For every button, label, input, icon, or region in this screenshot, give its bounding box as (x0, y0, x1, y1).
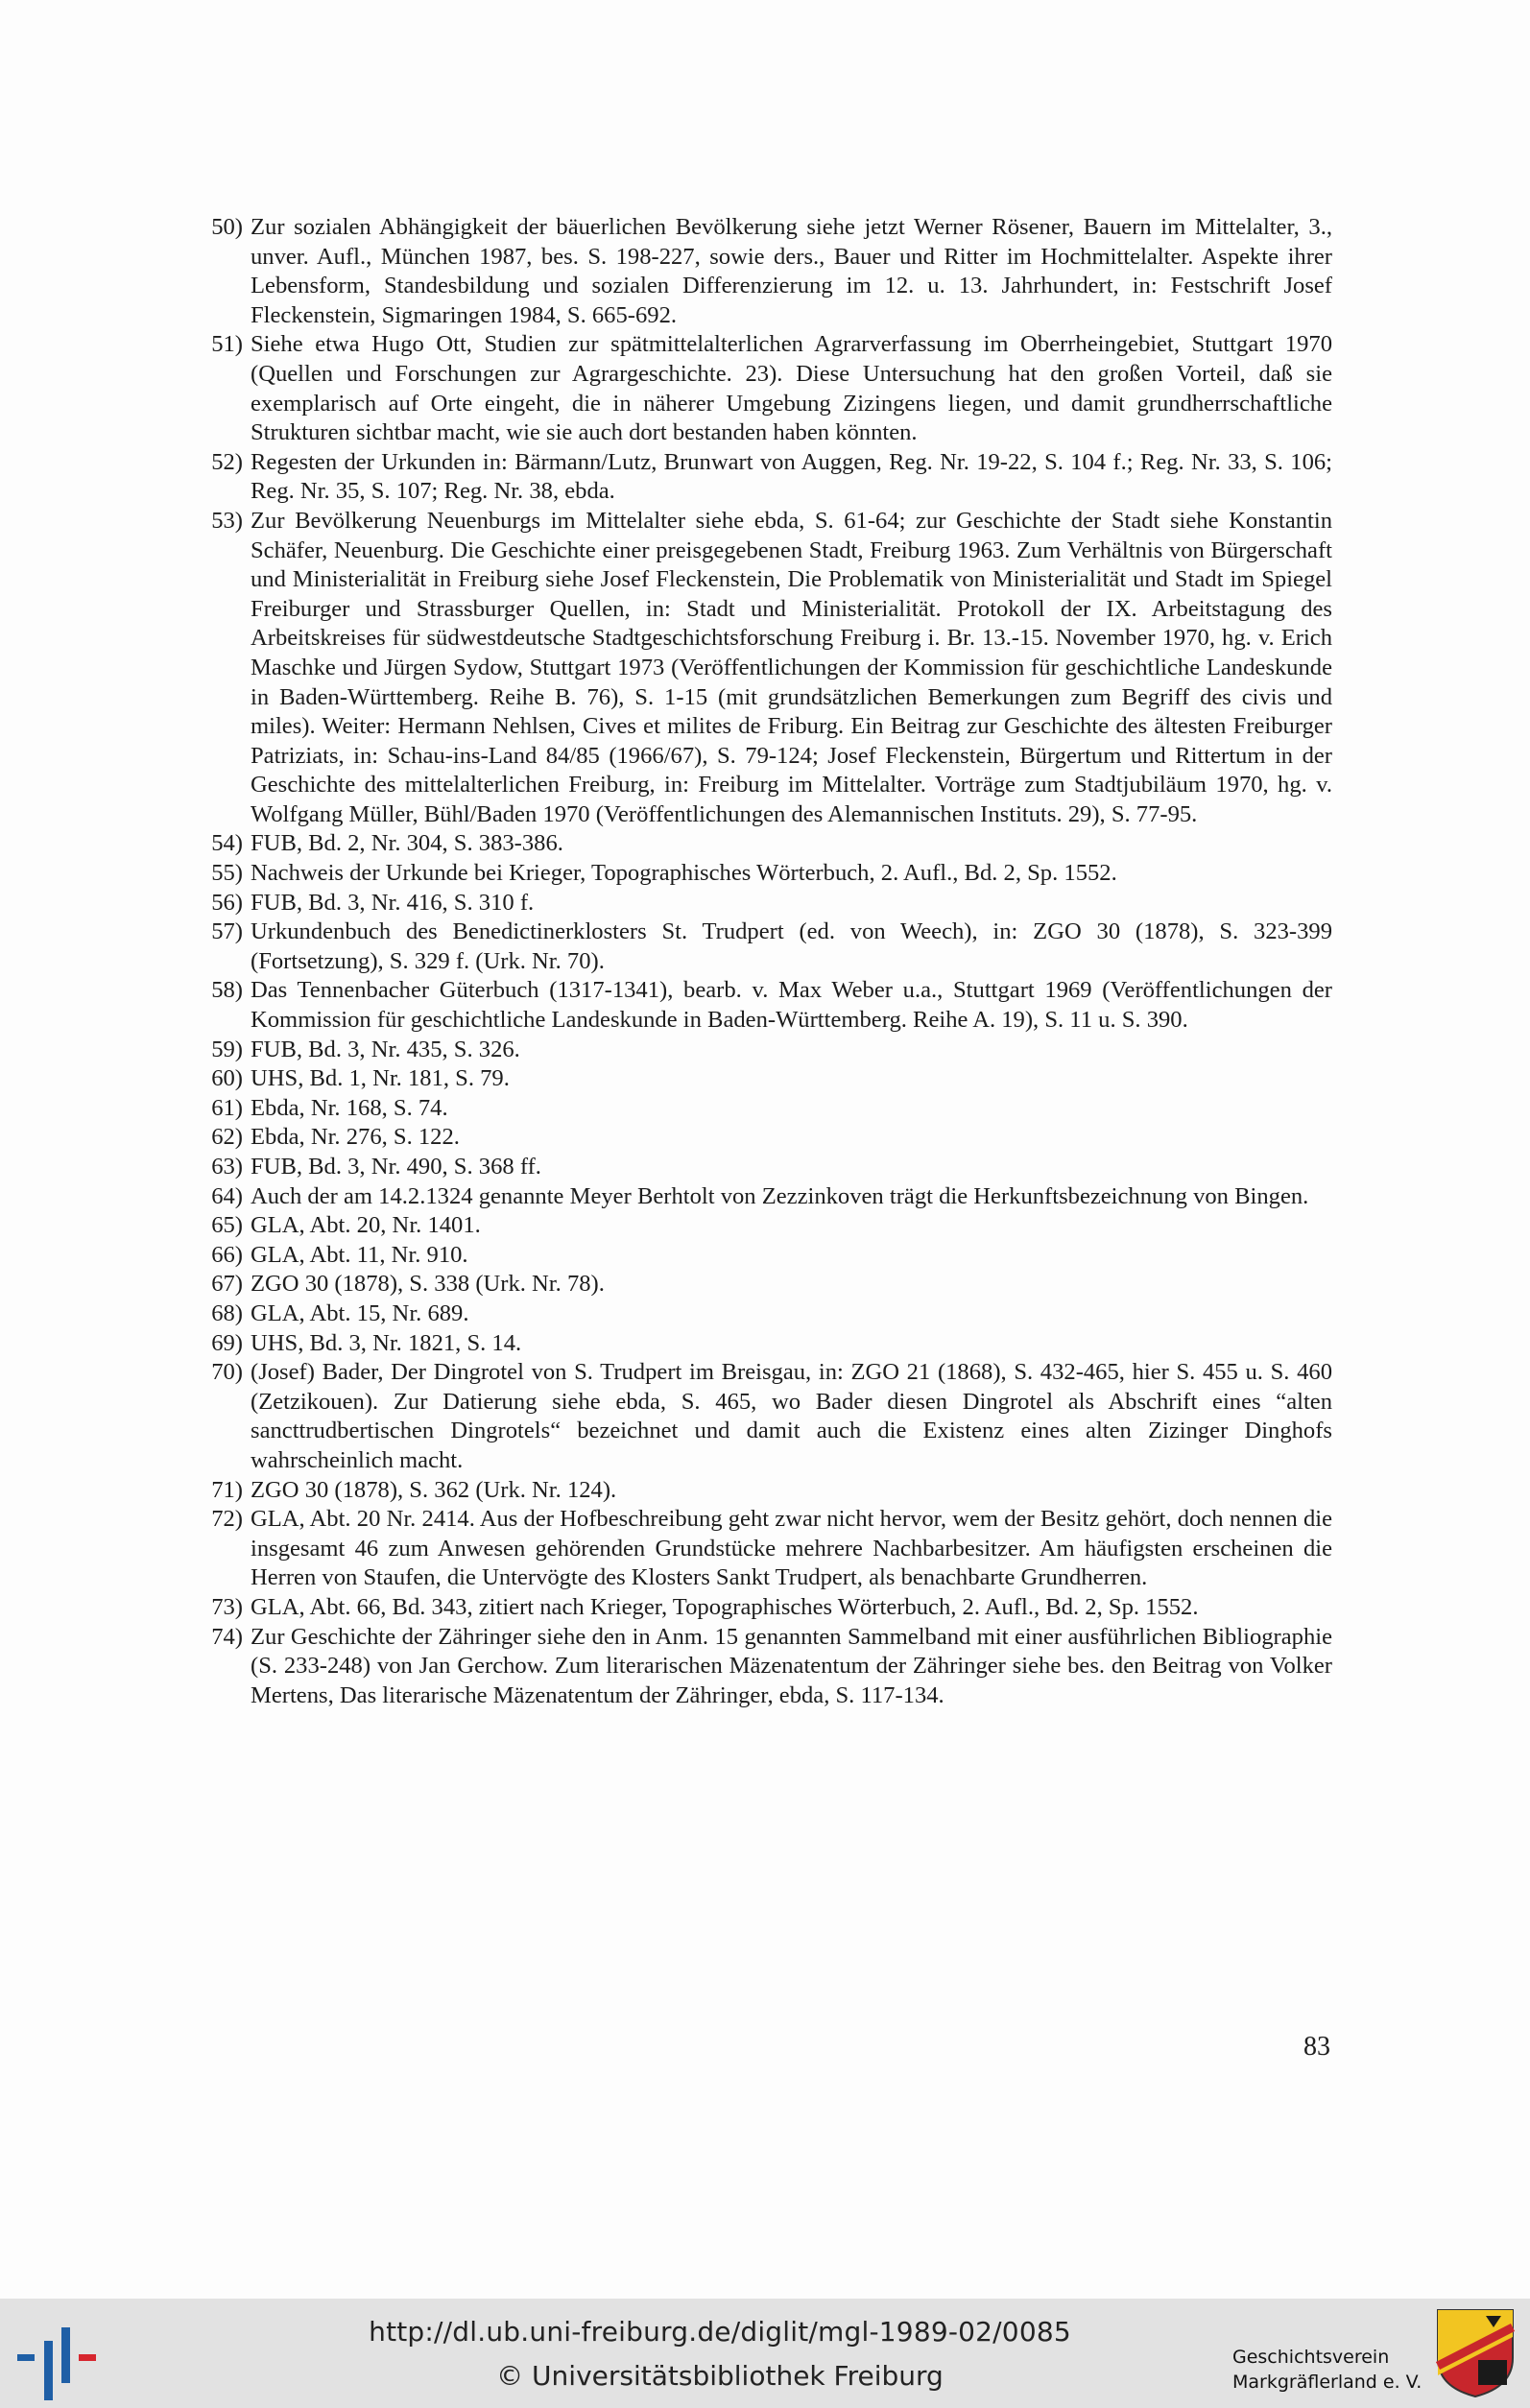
footnote-number: 72) (211, 1506, 243, 1533)
page-number: 83 (1303, 2032, 1330, 2062)
footnote (197, 213, 1332, 330)
footnote (197, 1593, 1332, 1623)
footnote-text: FUB, Bd. 2, Nr. 304, S. 383-386. (251, 830, 563, 857)
copyright-text: © Universitätsbibliothek Freiburg (496, 2360, 944, 2392)
footnote-number: 62) (211, 1124, 243, 1151)
footnote-number: 74) (211, 1623, 243, 1650)
footnote-text: GLA, Abt. 11, Nr. 910. (251, 1241, 468, 1268)
document-url-link[interactable]: http://dl.ub.uni-freiburg.de/diglit/mgl-1989-02/0085 (369, 2316, 1071, 2348)
footnote-number: 66) (211, 1241, 243, 1268)
footnote-text: GLA, Abt. 20 Nr. 2414. Aus der Hofbeschreibung geht zwar nicht hervor, wem der Besitz gehört, doch nennen die insgesamt 46 zum Anwesen gehörenden Grundstücke mehrere Nachbarbesitzer. Am häufigsten erscheinen die Herren von Staufen, die Untervögte des Klosters Sankt Trudpert, als benachbarte Grundherren. (251, 1506, 1332, 1591)
footnote-text: GLA, Abt. 15, Nr. 689. (251, 1299, 469, 1326)
footnote-number: 52) (211, 448, 243, 475)
footnote (197, 330, 1332, 447)
footnote-text: Siehe etwa Hugo Ott, Studien zur spätmittelalterlichen Agrarverfassung im Oberrheingebiet, Stuttgart 1970 (Quellen und Forschungen zur Agrargeschichte. 23). Diese Untersuchung hat den großen Vorteil, daß sie exemplarisch auf Orte eingeht, die in näherer Umgebung Zizingens liegen, und damit grundherrschaftliche Strukturen sichtbar macht, wie sie auch dort bestanden haben könnten. (251, 331, 1332, 446)
footnote (197, 507, 1332, 830)
footnote-text: GLA, Abt. 20, Nr. 1401. (251, 1212, 481, 1239)
footnote-number: 64) (211, 1182, 243, 1209)
footnote-number: 67) (211, 1271, 243, 1298)
footnote (197, 1182, 1332, 1212)
footnote-list (197, 213, 1332, 1710)
footnote-text: Zur sozialen Abhängigkeit der bäuerlichen Bevölkerung siehe jetzt Werner Rösener, Bauern im Mittelalter, 3., unver. Aufl., München 1987, bes. S. 198-227, sowie ders., Bauer und Ritter im Hochmittelalter. Aspekte ihrer Lebensform, Standesbildung und sozialen Differenzierung im 12. u. 13. Jahrhundert, in: Festschrift Josef Fleckenstein, Sigmaringen 1984, S. 665-692. (251, 214, 1332, 328)
footnote-number: 71) (211, 1476, 243, 1503)
footnote-number: 69) (211, 1329, 243, 1356)
footnote (197, 1623, 1332, 1711)
footnote-number: 56) (211, 889, 243, 916)
footnote (197, 976, 1332, 1035)
footnote (197, 1094, 1332, 1124)
footnote-text: Zur Bevölkerung Neuenburgs im Mittelalter siehe ebda, S. 61-64; zur Geschichte der Stadt siehe Konstantin Schäfer, Neuenburg. Die Geschichte einer preisgegebenen Stadt, Freiburg 1963. Zum Verhältnis von Bürgerschaft und Ministerialität in Freiburg siehe Josef Fleckenstein, Die Problematik von Ministerialität und Stadt im Spiegel Freiburger und Strassburger Quellen, in: Stadt und Ministerialität. Protokoll der IX. Arbeitstagung des Arbeitskreises für südwestdeutsche Stadtgeschichtsforschung Freiburg i. Br. 13.-15. November 1970, hg. v. Erich Maschke und Jürgen Sydow, Stuttgart 1973 (Veröffentlichungen der Kommission für geschichtliche Landeskunde in Baden-Württemberg. Reihe B. 76), S. 1-15 (mit grundsätzlichen Bemerkungen zum Begriff des civis und miles). Weiter: Hermann Nehlsen, Cives et milites de Friburg. Ein Beitrag zur Geschichte des ältesten Freiburger Patriziats, in: Schau-ins-Land 84/85 (1966/67), S. 79-124; Josef Fleckenstein, Bürgertum und Rittertum in der Geschichte des mittelalterlichen Freiburg, in: Freiburg im Mittelalter. Vorträge zum Stadtjubiläum 1970, hg. v. Wolfgang Müller, Bühl/Baden 1970 (Veröffentlichungen des Alemannischen Instituts. 29), S. 77-95. (251, 507, 1332, 827)
society-name (1232, 2345, 1424, 2395)
footnote (197, 829, 1332, 859)
footnote-text: FUB, Bd. 3, Nr. 490, S. 368 ff. (251, 1154, 541, 1180)
footnote-number: 53) (211, 507, 243, 534)
footnote-number: 63) (211, 1154, 243, 1180)
footnote-text: (Josef) Bader, Der Dingrotel von S. Trudpert im Breisgau, in: ZGO 21 (1868), S. 432-465, hier S. 455 u. S. 460 (Zetzikouen). Zur Datierung siehe ebda, S. 465, wo Bader diesen Dingrotel als Abschrift eines “alten sancttrudbertischen Dingrotels“ bezeichnet und damit auch die Existenz eines alten Zizinger Dinghofs wahrscheinlich macht. (251, 1359, 1332, 1473)
footnote (197, 1299, 1332, 1329)
footnote (197, 1211, 1332, 1241)
footnote (197, 1064, 1332, 1094)
society-name-line1: Geschichtsverein (1232, 2347, 1390, 2368)
footnote-text: Das Tennenbacher Güterbuch (1317-1341), bearb. v. Max Weber u.a., Stuttgart 1969 (Veröffentlichungen der Kommission für geschichtliche Landeskunde in Baden-Württemberg. Reihe A. 19), S. 11 u. S. 390. (251, 977, 1332, 1034)
footnote-text: UHS, Bd. 3, Nr. 1821, S. 14. (251, 1329, 522, 1356)
footnote-number: 54) (211, 830, 243, 857)
footnote (197, 448, 1332, 507)
footnote-text: Nachweis der Urkunde bei Krieger, Topographisches Wörterbuch, 2. Aufl., Bd. 2, Sp. 1552. (251, 860, 1117, 887)
footnote-text: Urkundenbuch des Benedictinerklosters St. Trudpert (ed. von Weech), in: ZGO 30 (1878), S. 323-399 (Fortsetzung), S. 329 f. (Urk. Nr. 70). (251, 918, 1332, 974)
footnote-number: 68) (211, 1299, 243, 1326)
footnote-number: 65) (211, 1212, 243, 1239)
footnote-text: Regesten der Urkunden in: Bärmann/Lutz, Brunwart von Auggen, Reg. Nr. 19-22, S. 104 f.; Reg. Nr. 33, S. 106; Reg. Nr. 35, S. 107; Reg. Nr. 38, ebda. (251, 448, 1332, 505)
footnote-text: Ebda, Nr. 276, S. 122. (251, 1124, 460, 1151)
footnote-number: 57) (211, 918, 243, 945)
footnote-text: ZGO 30 (1878), S. 362 (Urk. Nr. 124). (251, 1476, 617, 1503)
footnote-number: 55) (211, 860, 243, 887)
footnote (197, 1241, 1332, 1271)
footnote-text: FUB, Bd. 3, Nr. 416, S. 310 f. (251, 889, 535, 916)
footnote-number: 59) (211, 1036, 243, 1062)
footnote (197, 1036, 1332, 1065)
coat-of-arms-icon[interactable] (1436, 2308, 1515, 2398)
society-name-line2: Markgräflerland e. V. (1232, 2372, 1422, 2393)
footnote-number: 61) (211, 1094, 243, 1121)
footnote-number: 58) (211, 977, 243, 1004)
footnote (197, 1476, 1332, 1506)
footnote-text: ZGO 30 (1878), S. 338 (Urk. Nr. 78). (251, 1271, 605, 1298)
footnote-number: 73) (211, 1593, 243, 1620)
footnote (197, 1505, 1332, 1593)
footnote (197, 859, 1332, 889)
footnote (197, 1358, 1332, 1475)
footnote-number: 60) (211, 1065, 243, 1092)
footnote-text: Ebda, Nr. 168, S. 74. (251, 1094, 448, 1121)
footnote-text: UHS, Bd. 1, Nr. 181, S. 79. (251, 1065, 510, 1092)
footnote (197, 918, 1332, 976)
footnote-number: 50) (211, 214, 243, 240)
footnote (197, 1153, 1332, 1182)
footnote (197, 1123, 1332, 1153)
footnote-number: 51) (211, 331, 243, 358)
ub-freiburg-logo-icon[interactable] (17, 2318, 98, 2400)
viewer-footer (0, 2299, 1530, 2408)
footnote (197, 1329, 1332, 1359)
footnote-text: Zur Geschichte der Zähringer siehe den in Anm. 15 genannten Sammelband mit einer ausführlichen Bibliographie (S. 233-248) von Jan Gerchow. Zum literarischen Mäzenatentum der Zähringer siehe bes. den Beitrag von Volker Mertens, Das literarische Mäzenatentum der Zähringer, ebda, S. 117-134. (251, 1623, 1332, 1708)
footnote (197, 1270, 1332, 1299)
footnote-number: 70) (211, 1359, 243, 1386)
footnote-text: FUB, Bd. 3, Nr. 435, S. 326. (251, 1036, 520, 1062)
footnote-text: Auch der am 14.2.1324 genannte Meyer Berhtolt von Zezzinkoven trägt die Herkunftsbezeichnung von Bingen. (251, 1182, 1309, 1209)
footnote (197, 889, 1332, 918)
footnote-text: GLA, Abt. 66, Bd. 343, zitiert nach Krieger, Topographisches Wörterbuch, 2. Aufl., Bd. 2, Sp. 1552. (251, 1593, 1199, 1620)
